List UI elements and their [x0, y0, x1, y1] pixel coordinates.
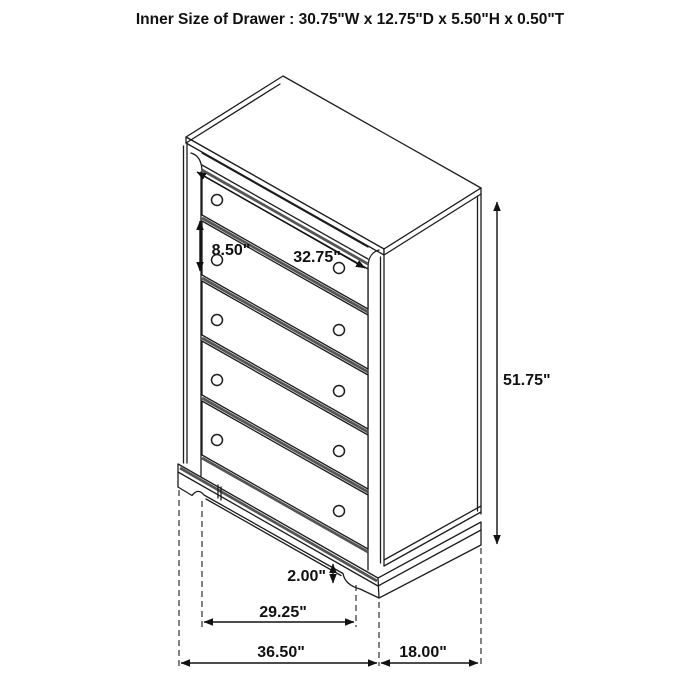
drawer-knob [334, 446, 345, 457]
base-side-molding-line [378, 530, 481, 586]
dim-foot-span [204, 604, 354, 622]
drawer-knob [334, 386, 345, 397]
overall-width-label: 36.50" [257, 644, 305, 661]
drawer-knob [212, 195, 223, 206]
drawer-knob [212, 375, 223, 386]
overall-depth-label: 18.00" [399, 644, 447, 661]
dim-overall-height [497, 202, 551, 544]
diagram-title: Inner Size of Drawer : 30.75"W x 12.75"D x 5.50"H x 0.50"T [135, 11, 565, 28]
drawer-knob [212, 435, 223, 446]
drawer-height-label: 8.50" [211, 242, 251, 259]
drawer-knob [334, 506, 345, 517]
left-corbel-curve [191, 153, 202, 172]
dim-overall-width [181, 644, 377, 663]
foot-span-label: 29.25" [259, 604, 307, 621]
right-corbel-curve [368, 250, 379, 268]
dim-overall-depth [381, 644, 478, 663]
drawer-width-label: 32.75" [293, 249, 341, 266]
chest-drawing [178, 76, 481, 598]
foot-clearance-label: 2.00" [287, 568, 326, 585]
drawer-knob [212, 315, 223, 326]
drawer-knob [334, 325, 345, 336]
overall-height-label: 51.75" [503, 372, 551, 389]
